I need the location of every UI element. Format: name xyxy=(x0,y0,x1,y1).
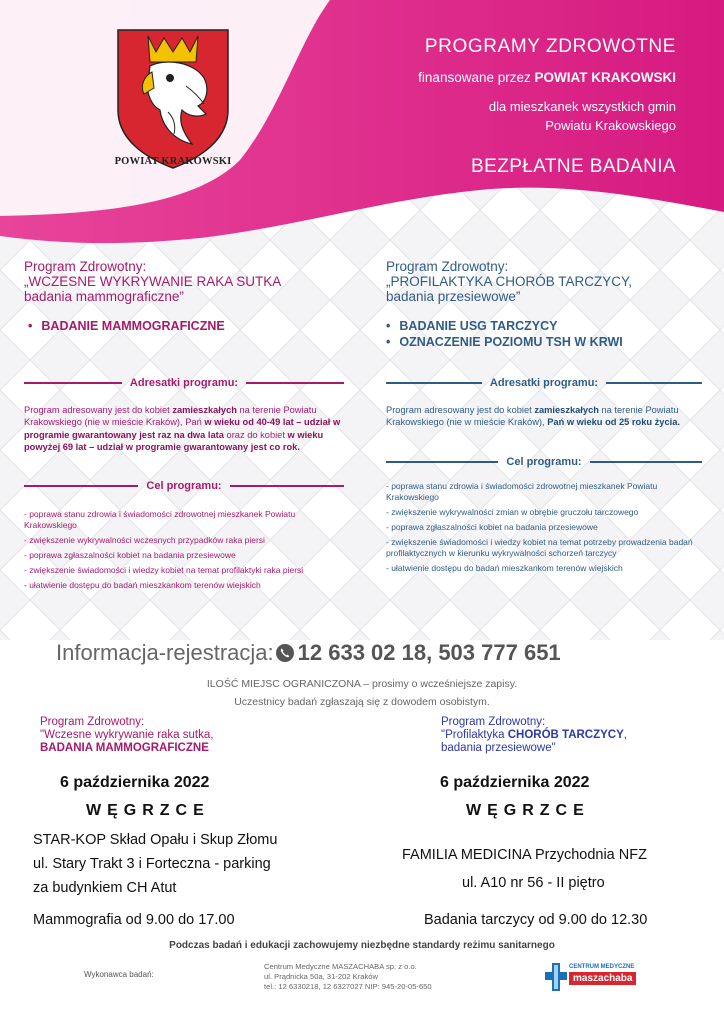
header-line1: dla mieszkanek wszystkich gmin xyxy=(488,99,676,114)
left-addr-p2: na terenie Powiatu Krakowskiego (nie w mieście Kraków), Pań xyxy=(24,405,317,428)
event-left-name1: "Wczesne wykrywanie raka sutka, xyxy=(40,729,214,741)
right-addr-b1: zamieszkałych xyxy=(534,405,599,415)
divider-line xyxy=(24,382,122,384)
list-item: - ułatwienie dostępu do badań mieszkankom terenów wiejskich xyxy=(386,563,623,573)
event-right-program xyxy=(441,716,701,755)
logo-top-text: CENTRUM MEDYCZNE xyxy=(569,964,635,970)
left-addressees-heading xyxy=(24,377,344,389)
divider-line xyxy=(386,461,498,463)
list-item: - poprawa stanu zdrowia i świadomości zdrowotnej mieszkanek Powiatu Krakowskiego xyxy=(24,509,296,530)
list-item: - poprawa zgłaszalności kobiet na badania przesiewowe xyxy=(24,550,236,560)
event-right-label: Program Zdrowotny: xyxy=(441,716,546,728)
executor-contact: tel.: 12 6330218, 12 6327027 NIP: 945-20-05-650 xyxy=(264,982,432,991)
event-left-city: WĘGRZCE xyxy=(86,802,210,819)
logo-name: maszachaba xyxy=(569,972,636,985)
header-subtitle-prefix: finansowane przez xyxy=(418,70,535,85)
list-item: - zwiększenie wykrywalności wczesnych przypadków raka piersi xyxy=(24,535,265,545)
maszachaba-logo xyxy=(545,962,665,992)
right-program-title xyxy=(386,259,706,304)
right-program-name-line1: „PROFILAKTYKA CHORÓB TARCZYCY, xyxy=(386,274,633,289)
left-program-title xyxy=(24,259,344,304)
right-bullet-tsh: • OZNACZENIE POZIOMU TSH W KRWI xyxy=(386,334,623,350)
divider-line xyxy=(386,382,482,384)
right-addressees-heading xyxy=(386,377,702,389)
left-addressees-heading-text: Adresatki programu: xyxy=(129,377,239,389)
event-left-place1: STAR-KOP Skład Opału i Skup Złomu xyxy=(33,832,278,848)
event-right-city: WĘGRZCE xyxy=(466,802,590,819)
left-addr-b1: zamieszkałych xyxy=(172,405,237,415)
executor-name: Centrum Medyczne MASZACHABA sp. z o.o. xyxy=(264,962,417,971)
executor-street: ul. Prądnicka 50a, 31-202 Kraków xyxy=(264,972,378,981)
header-free-exams: BEZPŁATNE BADANIA xyxy=(471,156,676,177)
event-right-place1: FAMILIA MEDICINA Przychodnia NFZ xyxy=(402,847,647,863)
sanitary-standards-note: Podczas badań i edukacji zachowujemy niezbędne standardy reżimu sanitarnego xyxy=(169,940,555,951)
powiat-crest-logo xyxy=(108,22,238,172)
left-program-label: Program Zdrowotny: xyxy=(24,259,147,274)
event-right-name1-prefix: "Profilaktyka xyxy=(441,729,508,741)
event-right-name1-bold: CHORÓB TARCZYCY xyxy=(507,729,624,741)
right-goals-heading xyxy=(386,456,702,468)
right-goals-heading-text: Cel programu: xyxy=(506,456,582,468)
notice-id-card: Uczestnicy badań zgłaszają się z dowodem osobistym. xyxy=(234,696,490,708)
header-line2: Powiatu Krakowskiego xyxy=(545,118,676,133)
left-addressees-text xyxy=(24,404,349,454)
right-program-name-line2: badania przesiewowe” xyxy=(386,289,521,304)
left-goals-list xyxy=(24,509,334,595)
event-left-place3: za budynkiem CH Atut xyxy=(33,880,177,896)
event-right-place2: ul. A10 nr 56 - II piętro xyxy=(462,875,605,891)
event-right-name1 xyxy=(441,729,701,742)
executor-label: Wykonawca badań: xyxy=(84,970,154,979)
right-addr-p2: na terenie Powiatu Krakowskiego (nie w mieście Kraków), xyxy=(386,405,679,428)
right-program-label: Program Zdrowotny: xyxy=(386,259,509,274)
divider-line xyxy=(606,382,702,384)
notice-limited: ILOŚĆ MIEJSC OGRANICZONA – prosimy o wcześniejsze zapisy. xyxy=(206,678,518,690)
crest-caption: POWIAT KRAKOWSKI xyxy=(114,156,232,167)
event-left-program xyxy=(40,716,340,755)
left-bullet-mammography: • BADANIE MAMMOGRAFICZNE xyxy=(28,318,225,334)
left-addr-b3: w wieku powyżej 69 lat – udział w programie gwarantowany jest co rok. xyxy=(24,429,324,453)
event-right-date: 6 października 2022 xyxy=(440,774,590,791)
divider-line xyxy=(590,461,702,463)
event-right-name1-suffix: , xyxy=(623,729,627,741)
right-addressees-text xyxy=(386,404,704,429)
left-addr-p1: Program adresowany jest do kobiet xyxy=(24,405,173,415)
header-subtitle xyxy=(418,70,676,85)
list-item: - ułatwienie dostępu do badań mieszkankom terenów wiejskich xyxy=(24,580,261,590)
event-right-name2: badania przesiewowe" xyxy=(441,742,556,754)
list-item: - zwiększenie wykrywalności zmian w obrębie gruczołu tarczowego xyxy=(386,507,639,517)
event-left-place2: ul. Stary Trakt 3 i Forteczna - parking xyxy=(33,856,271,872)
right-bullet-usg: • BADANIE USG TARCZYCY xyxy=(386,318,558,334)
right-goals-list xyxy=(386,481,696,578)
registration-info xyxy=(56,640,561,666)
list-item: - zwiększenie świadomości i wiedzy kobiet na temat potrzeby prowadzenia badań profilaktycznych w kierunku wykrywalności schorzeń tarczycy xyxy=(386,537,693,558)
list-item: - poprawa zgłaszalności kobiet na badania przesiewowe xyxy=(386,522,598,532)
header-title: PROGRAMY ZDROWOTNE xyxy=(424,36,676,57)
divider-line xyxy=(230,485,344,487)
medical-cross-icon xyxy=(545,963,567,991)
divider-line xyxy=(246,382,344,384)
list-item: - poprawa stanu zdrowia i świadomości zdrowotnej mieszkanek Powiatu Krakowskiego xyxy=(386,481,658,502)
registration-phones: 12 633 02 18, 503 777 651 xyxy=(297,640,561,665)
event-left-hours: Mammografia od 9.00 do 17.00 xyxy=(33,912,235,928)
left-goals-heading-text: Cel programu: xyxy=(146,480,222,492)
phone-icon xyxy=(276,644,294,662)
left-program-name-line2: badania mammograficzne” xyxy=(24,289,184,304)
left-addr-b2: w wieku od 40-49 lat – udział w programie gwarantowany jest raz na dwa lata xyxy=(24,417,341,440)
right-addr-p1: Program adresowany jest do kobiet xyxy=(386,405,535,415)
right-addr-b2: Pań w wieku od 25 roku życia. xyxy=(547,417,680,428)
divider-line xyxy=(24,485,138,487)
event-left-name2: BADANIA MAMMOGRAFICZNE xyxy=(40,742,209,754)
right-addressees-heading-text: Adresatki programu: xyxy=(489,377,599,389)
left-program-name-line1: „WCZESNE WYKRYWANIE RAKA SUTKA xyxy=(24,274,282,289)
header-subtitle-bold: POWIAT KRAKOWSKI xyxy=(534,70,676,85)
left-goals-heading xyxy=(24,480,344,492)
left-addr-p3: oraz do kobiet xyxy=(223,429,288,440)
event-left-date: 6 października 2022 xyxy=(60,774,210,791)
event-right-hours: Badania tarczycy od 9.00 do 12.30 xyxy=(424,912,648,928)
list-item: - zwiększenie świadomości i wiedzy kobiet na temat profilaktyki raka piersi xyxy=(24,565,304,575)
event-left-label: Program Zdrowotny: xyxy=(40,716,145,728)
registration-label: Informacja-rejestracja: xyxy=(56,640,274,665)
